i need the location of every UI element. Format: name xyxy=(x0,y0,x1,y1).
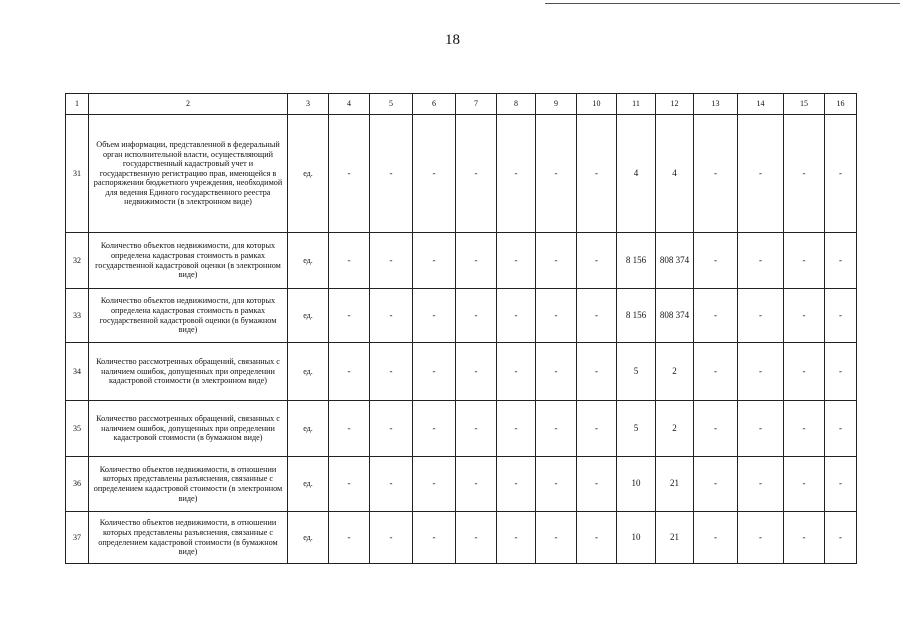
value-cell: - xyxy=(825,343,857,401)
table-row xyxy=(66,457,857,512)
value-cell: - xyxy=(370,233,413,289)
value-cell: - xyxy=(497,233,536,289)
value-cell: - xyxy=(497,457,536,512)
value-cell: - xyxy=(784,289,825,343)
value-cell: - xyxy=(738,512,784,564)
column-header: 4 xyxy=(329,94,370,115)
value-cell: - xyxy=(413,512,456,564)
value-cell: - xyxy=(738,233,784,289)
value-cell: - xyxy=(784,233,825,289)
unit-cell: ед. xyxy=(288,401,329,457)
column-header: 1 xyxy=(66,94,89,115)
value-cell: - xyxy=(497,115,536,233)
value-cell: - xyxy=(536,115,577,233)
row-number-cell: 33 xyxy=(66,289,89,343)
value-cell: - xyxy=(413,457,456,512)
value-cell: - xyxy=(413,343,456,401)
value-cell: - xyxy=(497,512,536,564)
value-cell: - xyxy=(577,115,617,233)
value-cell: - xyxy=(694,457,738,512)
value-cell: - xyxy=(784,457,825,512)
row-number-cell: 34 xyxy=(66,343,89,401)
value-cell: - xyxy=(413,289,456,343)
unit-cell: ед. xyxy=(288,457,329,512)
value-cell: - xyxy=(370,457,413,512)
indicator-description-cell: Количество объектов недвижимости, в отношении которых представлены разъяснения, связанные с определением кадастровой стоимости (в электронном виде) xyxy=(89,457,288,512)
value-cell: - xyxy=(370,343,413,401)
value-cell: - xyxy=(329,512,370,564)
value-cell: - xyxy=(694,233,738,289)
value-cell: - xyxy=(694,512,738,564)
value-cell: - xyxy=(536,401,577,457)
value-cell: - xyxy=(456,457,497,512)
value-cell: - xyxy=(577,401,617,457)
unit-cell: ед. xyxy=(288,115,329,233)
value-cell: - xyxy=(784,115,825,233)
indicator-description-cell: Количество объектов недвижимости, в отношении которых представлены разъяснения, связанные с определением кадастровой стоимости (в бумажном виде) xyxy=(89,512,288,564)
value-cell: - xyxy=(370,401,413,457)
page-number: 18 xyxy=(445,32,460,48)
value-cell: - xyxy=(329,343,370,401)
column-header: 9 xyxy=(536,94,577,115)
value-cell: - xyxy=(370,115,413,233)
table-row xyxy=(66,289,857,343)
table-row xyxy=(66,115,857,233)
value-cell: - xyxy=(577,512,617,564)
unit-cell: ед. xyxy=(288,512,329,564)
value-cell: - xyxy=(536,343,577,401)
unit-cell: ед. xyxy=(288,233,329,289)
indicator-description-cell: Количество объектов недвижимости, для которых определена кадастровая стоимость в рамках государственной кадастровой оценки (в электронном виде) xyxy=(89,233,288,289)
indicator-description-cell: Объем информации, представленной в федеральный орган исполнительной власти, осуществляющий государственный кадастровый учет и государственную регистрацию прав, имеющейся в распоряжении бюджетного учреждения, необходимой для ведения Единого государственного реестра недвижимости (в электронном виде) xyxy=(89,115,288,233)
value-cell: - xyxy=(825,457,857,512)
value-cell: - xyxy=(536,512,577,564)
value-cell: - xyxy=(456,233,497,289)
value-cell: - xyxy=(536,289,577,343)
value-cell: - xyxy=(694,115,738,233)
top-rule xyxy=(545,3,900,4)
value-cell: 21 xyxy=(656,512,694,564)
value-cell: 8 156 xyxy=(617,289,656,343)
value-cell: 808 374 xyxy=(656,289,694,343)
value-cell: - xyxy=(536,457,577,512)
value-cell: - xyxy=(456,401,497,457)
value-cell: 10 xyxy=(617,457,656,512)
value-cell: - xyxy=(413,401,456,457)
value-cell: - xyxy=(738,457,784,512)
value-cell: - xyxy=(329,289,370,343)
value-cell: 8 156 xyxy=(617,233,656,289)
value-cell: - xyxy=(738,289,784,343)
value-cell: - xyxy=(329,115,370,233)
value-cell: - xyxy=(825,233,857,289)
column-header: 11 xyxy=(617,94,656,115)
column-header: 16 xyxy=(825,94,857,115)
data-table xyxy=(65,93,857,564)
value-cell: - xyxy=(413,233,456,289)
value-cell: - xyxy=(370,289,413,343)
column-header: 8 xyxy=(497,94,536,115)
value-cell: 4 xyxy=(617,115,656,233)
table-row xyxy=(66,343,857,401)
indicator-description-cell: Количество рассмотренных обращений, связанных с наличием ошибок, допущенных при определении кадастровой стоимости (в электронном виде) xyxy=(89,343,288,401)
unit-cell: ед. xyxy=(288,289,329,343)
value-cell: - xyxy=(784,401,825,457)
column-header: 6 xyxy=(413,94,456,115)
column-header: 3 xyxy=(288,94,329,115)
value-cell: - xyxy=(738,115,784,233)
value-cell: - xyxy=(456,115,497,233)
value-cell: - xyxy=(577,457,617,512)
column-header: 12 xyxy=(656,94,694,115)
column-header: 7 xyxy=(456,94,497,115)
value-cell: - xyxy=(413,115,456,233)
value-cell: - xyxy=(825,512,857,564)
column-header: 15 xyxy=(784,94,825,115)
value-cell: - xyxy=(329,457,370,512)
value-cell: - xyxy=(577,343,617,401)
value-cell: 2 xyxy=(656,343,694,401)
value-cell: - xyxy=(497,289,536,343)
row-number-cell: 37 xyxy=(66,512,89,564)
column-header: 10 xyxy=(577,94,617,115)
table-row xyxy=(66,512,857,564)
unit-cell: ед. xyxy=(288,343,329,401)
value-cell: - xyxy=(738,343,784,401)
value-cell: 5 xyxy=(617,343,656,401)
value-cell: - xyxy=(329,233,370,289)
value-cell: - xyxy=(825,115,857,233)
value-cell: 21 xyxy=(656,457,694,512)
table-row xyxy=(66,401,857,457)
indicator-description-cell: Количество объектов недвижимости, для которых определена кадастровая стоимость в рамках государственной кадастровой оценки (в бумажном виде) xyxy=(89,289,288,343)
value-cell: - xyxy=(825,401,857,457)
value-cell: - xyxy=(370,512,413,564)
value-cell: - xyxy=(497,401,536,457)
value-cell: - xyxy=(784,512,825,564)
value-cell: - xyxy=(825,289,857,343)
row-number-cell: 32 xyxy=(66,233,89,289)
value-cell: 808 374 xyxy=(656,233,694,289)
row-number-cell: 36 xyxy=(66,457,89,512)
table-header-row xyxy=(66,94,857,115)
value-cell: - xyxy=(456,512,497,564)
value-cell: 2 xyxy=(656,401,694,457)
column-header: 5 xyxy=(370,94,413,115)
value-cell: - xyxy=(738,401,784,457)
value-cell: 5 xyxy=(617,401,656,457)
value-cell: 4 xyxy=(656,115,694,233)
value-cell: - xyxy=(694,343,738,401)
indicator-description-cell: Количество рассмотренных обращений, связанных с наличием ошибок, допущенных при определении кадастровой стоимости (в бумажном виде) xyxy=(89,401,288,457)
value-cell: - xyxy=(497,343,536,401)
table-row xyxy=(66,233,857,289)
row-number-cell: 35 xyxy=(66,401,89,457)
value-cell: - xyxy=(456,343,497,401)
column-header: 2 xyxy=(89,94,288,115)
column-header: 14 xyxy=(738,94,784,115)
value-cell: - xyxy=(694,401,738,457)
row-number-cell: 31 xyxy=(66,115,89,233)
value-cell: - xyxy=(577,233,617,289)
value-cell: - xyxy=(784,343,825,401)
column-header: 13 xyxy=(694,94,738,115)
value-cell: - xyxy=(694,289,738,343)
value-cell: - xyxy=(456,289,497,343)
value-cell: 10 xyxy=(617,512,656,564)
value-cell: - xyxy=(577,289,617,343)
value-cell: - xyxy=(536,233,577,289)
value-cell: - xyxy=(329,401,370,457)
